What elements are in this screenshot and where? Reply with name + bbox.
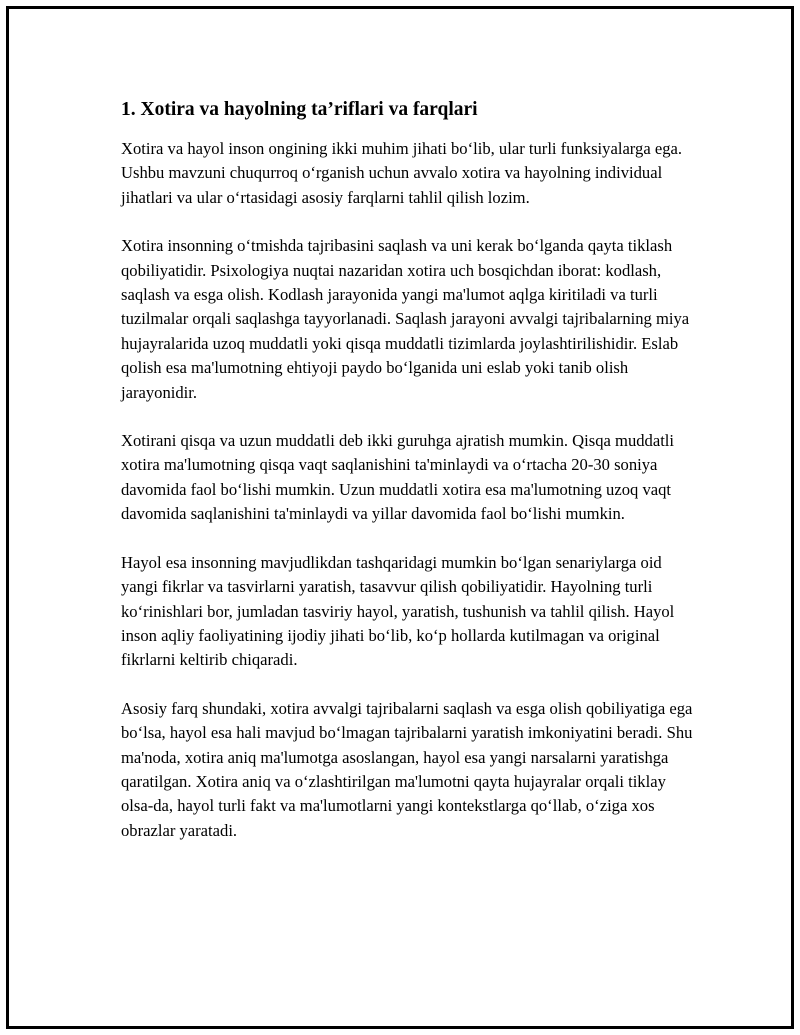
document-page [6,6,794,1029]
paragraph-memory-definition: Xotira insonning o‘tmishda tajribasini saqlash va uni kerak bo‘lganda qayta tiklash qobiliyatidir. Psixologiya nuqtai nazaridan xotira uch bosqichdan iborat: kodlash, saqlash va esga olish. Kodlash jarayonida yangi ma'lumot aqlga kiritiladi va turli tuzilmalar orqali saqlashga tayyorlanadi. Saqlash jarayoni avvalgi tajribalarning miya hujayralarida uzoq muddatli yoki qisqa muddatli tizimlarda joylashtirilishidir. Eslab qolish esa ma'lumotning ehtiyoji paydo bo‘lganida uni eslab yoki tanib olish jarayonidir. [121,236,690,402]
section-heading: 1. Xotira va hayolning ta’riflari va farqlari [121,99,478,120]
paragraph-main-difference: Asosiy farq shundaki, xotira avvalgi tajribalarni saqlash va esga olish qobiliyatiga ega bo‘lsa, hayol esa hali mavjud bo‘lmagan tajribalarni yaratish imkoniyatini beradi. Shu ma'noda, xotira aniq ma'lumotga asoslangan, hayol esa yangi narsalarni yaratishga qaratilgan. Xotira aniq va o‘zlashtirilgan ma'lumotni qayta hujayralar orqali tiklay olsa-da, hayol turli fakt va ma'lumotlarni yangi kontekstlarga qo‘llab, o‘ziga xos obrazlar yaratadi. [121,698,693,840]
paragraph-imagination-definition: Hayol esa insonning mavjudlikdan tashqaridagi mumkin bo‘lgan senariylarga oid yangi fikrlar va tasvirlarni yaratish, tasavvur qilish qobiliyatidir. Hayolning turli ko‘rinishlari bor, jumladan tasviriy hayol, yaratish, tushunish va tahlil qilish. Hayol inson aqliy faoliyatining ijodiy jihati bo‘lib, ko‘p hollarda kutilmagan va original fikrlarni keltirib chiqaradi. [121,552,675,670]
paragraph-memory-types: Xotirani qisqa va uzun muddatli deb ikki guruhga ajratish mumkin. Qisqa muddatli xotira ma'lumotning qisqa vaqt saqlanishini ta'minlaydi va o‘rtacha 20-30 soniya davomida faol bo‘lishi mumkin. Uzun muddatli xotira esa ma'lumotning uzoq vaqt davomida saqlanishini ta'minlaydi va yillar davomida faol bo‘lishi mumkin. [121,431,675,524]
document-body [121,97,701,867]
paragraph-intro: Xotira va hayol inson ongining ikki muhim jihati bo‘lib, ular turli funksiyalarga ega. Ushbu mavzuni chuqurroq o‘rganish uchun avvalo xotira va hayolning individual jihatlari va ular o‘rtasidagi asosiy farqlarni tahlil qilish lozim. [121,139,683,207]
